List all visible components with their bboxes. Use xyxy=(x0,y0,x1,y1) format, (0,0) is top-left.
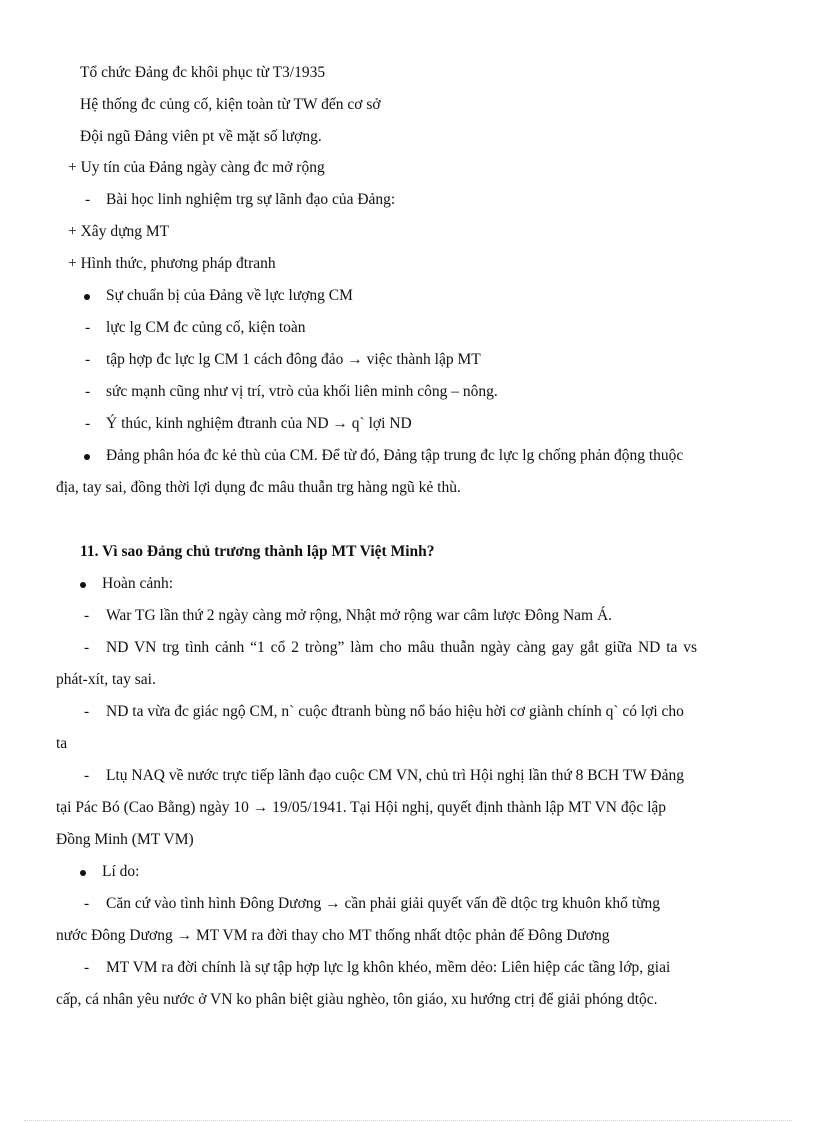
dash-marker: - xyxy=(85,351,91,368)
text-line: + Uy tín của Đảng ngày càng đc mở rộng xyxy=(68,159,325,176)
text-line: cấp, cá nhân yêu nước ở VN ko phân biệt giàu nghèo, tôn giáo, xu hướng ctrị để giải phóng dtộc. xyxy=(56,991,658,1008)
text-line: ND VN trg tình cảnh “1 cổ 2 tròng” làm cho mâu thuẫn ngày càng gay gắt giữa ND ta vs xyxy=(106,639,698,656)
text-line: địa, tay sai, đồng thời lợi dụng đc mâu thuẫn trg hàng ngũ kẻ thù. xyxy=(56,479,461,496)
page-bottom-divider xyxy=(24,1120,792,1121)
text-line: + Xây dựng MT xyxy=(68,223,170,240)
text-line: Bài học linh nghiệm trg sự lãnh đạo của Đảng: xyxy=(106,191,396,208)
text-line: nước Đông Dương → MT VM ra đời thay cho MT thống nhất dtộc phản đế Đông Dương xyxy=(56,927,610,944)
text-line: Căn cứ vào tình hình Đông Dương → cần phải giải quyết vấn đề dtộc trg khuôn khổ từng xyxy=(106,895,660,912)
bullet-icon xyxy=(84,454,90,460)
text-line: Đồng Minh (MT VM) xyxy=(56,831,194,848)
dash-marker: - xyxy=(84,607,90,624)
text-line: Tổ chức Đảng đc khôi phục từ T3/1935 xyxy=(80,64,326,81)
text-line: sức mạnh cũng như vị trí, vtrò của khối liên minh công – nông. xyxy=(106,383,498,400)
text-line: Ltụ NAQ về nước trực tiếp lãnh đạo cuộc CM VN, chủ trì Hội nghị lần thứ 8 BCH TW Đảng xyxy=(106,767,684,784)
text-line: + Hình thức, phương pháp đtranh xyxy=(68,255,276,272)
text-line: tại Pác Bó (Cao Bằng) ngày 10 → 19/05/1941. Tại Hội nghị, quyết định thành lập MT VN độc lập xyxy=(56,799,667,816)
text-line: phát-xít, tay sai. xyxy=(56,671,156,688)
text-line: MT VM ra đời chính là sự tập hợp lực lg khôn khéo, mềm dẻo: Liên hiệp các tầng lớp, giai xyxy=(106,959,671,976)
text-line: Lí do: xyxy=(102,863,140,880)
bullet-icon xyxy=(84,294,90,300)
text-line: Ý thúc, kinh nghiệm đtranh của ND → q` lợi ND xyxy=(106,415,412,432)
section-heading: 11. Vì sao Đảng chủ trương thành lập MT Việt Minh? xyxy=(80,543,435,560)
text-line: ND ta vừa đc giác ngộ CM, n` cuộc đtranh bùng nổ báo hiệu hời cơ giành chính q` có lợi cho xyxy=(106,703,684,720)
text-line: Sự chuẩn bị của Đảng về lực lượng CM xyxy=(106,287,353,304)
dash-marker: - xyxy=(84,639,90,656)
text-line: Đảng phân hóa đc kẻ thù của CM. Để từ đó, Đảng tập trung đc lực lg chống phản động thuộc xyxy=(106,447,684,464)
text-line: tập hợp đc lực lg CM 1 cách đông đảo → việc thành lập MT xyxy=(106,351,481,368)
text-line: ta xyxy=(56,735,68,752)
dash-marker: - xyxy=(84,767,90,784)
text-line: Đội ngũ Đảng viên pt về mặt số lượng. xyxy=(80,128,322,145)
text-line: lực lg CM đc củng cố, kiện toàn xyxy=(106,319,306,336)
text-line: War TG lần thứ 2 ngày càng mở rộng, Nhật mở rộng war câm lược Đông Nam Á. xyxy=(106,607,613,624)
dash-marker: - xyxy=(84,959,90,976)
dash-marker: - xyxy=(85,319,91,336)
bullet-icon xyxy=(80,582,86,588)
dash-marker: - xyxy=(85,383,91,400)
text-line: Hệ thống đc củng cố, kiện toàn từ TW đến cơ sở xyxy=(80,96,381,113)
dash-marker: - xyxy=(84,703,90,720)
bullet-icon xyxy=(80,870,86,876)
dash-marker: - xyxy=(84,895,90,912)
dash-marker: - xyxy=(85,191,91,208)
text-line: Hoàn cảnh: xyxy=(102,575,174,592)
dash-marker: - xyxy=(85,415,91,432)
